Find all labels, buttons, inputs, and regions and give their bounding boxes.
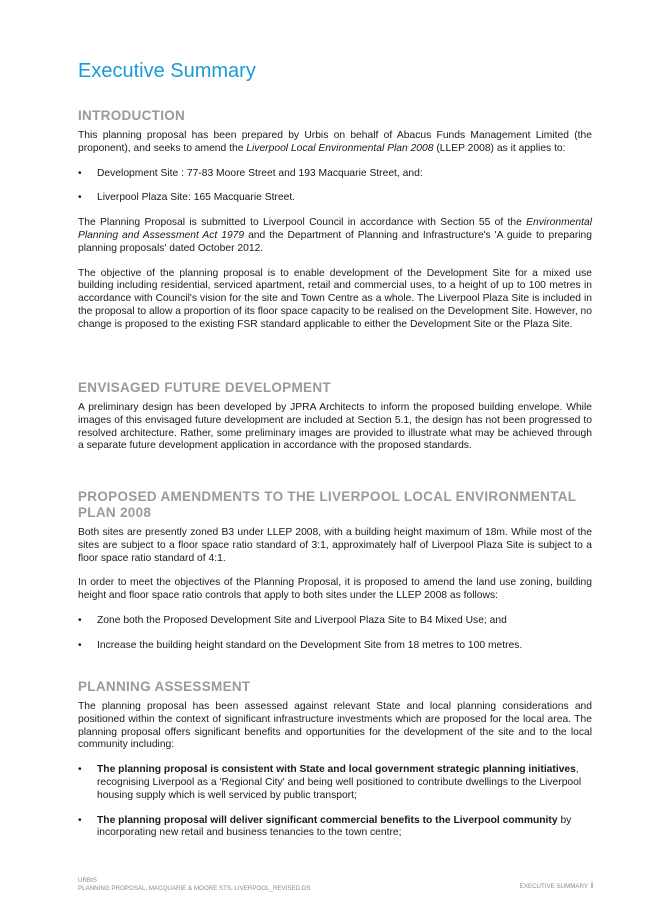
bullet-icon: • [78,167,82,179]
introduction-heading: INTRODUCTION [78,108,186,123]
footer-document-name: PLANNING PROPOSAL, MACQUARIE & MOORE STS, LIVERPOOL_REVISED.DS [78,884,311,892]
introduction-section [78,108,592,332]
amendments-paragraph-1: Both sites are presently zoned B3 under LLEP 2008, with a building height maximum of 18m. While most of the sites are subject to a floor space ratio standard of 3:1, approximately half of Liverpool Plaza Site is subject to a floor space ratio standard of 4:1. [78,527,592,564]
list-item: • Liverpool Plaza Site: 165 Macquarie Street. [78,192,296,204]
assessment-paragraph: The planning proposal has been assessed against relevant State and local planning considerations and positioned within the context of significant infrastructure investments which are proposed for the local area. The planning proposal offers significant benefits and opportunities for the development of the site and to the local community including: [78,701,592,751]
page-title: Executive Summary [78,60,256,82]
list-item: • Increase the building height standard on the Development Site from 18 metres to 100 metres. [78,639,523,651]
amendments-heading: PROPOSED AMENDMENTS TO THE LIVERPOOL LOCAL ENVIRONMENTAL PLAN 2008 [78,489,577,520]
list-item: • Zone both the Proposed Development Site and Liverpool Plaza Site to B4 Mixed Use; and [78,614,507,626]
list-item: • Development Site : 77-83 Moore Street and 193 Macquarie Street, and: [78,167,423,179]
bullet-icon: • [78,192,82,204]
footer-left [78,877,310,892]
list-item: • The planning proposal is consistent with State and local government strategic planning initiatives, recognising Liverpool as a 'Regional City' and being well positioned to contribute dwellings to the Liverpool housing supply which is well serviced by public transport; [78,764,582,801]
bullet-icon: • [78,764,82,776]
bullet-icon: • [78,614,82,626]
assessment-heading: PLANNING ASSESSMENT [78,679,251,694]
bullet-icon: • [78,814,82,826]
assessment-section [78,679,592,840]
introduction-paragraph-1: This planning proposal has been prepared by Urbis on behalf of Abacus Funds Management Limited (the proponent), and seeks to amend the Liverpool Local Environmental Plan 2008 (LLEP 2008) as it applies to: [78,130,592,154]
envisaged-heading: ENVISAGED FUTURE DEVELOPMENT [78,380,331,395]
footer-right [520,880,593,890]
introduction-paragraph-3: The objective of the planning proposal is to enable development of the Development Site for a mixed use building including residential, serviced apartment, retail and commercial uses, to a height of up to 100 metres in accordance with Council's vision for the site and Town Centre as a whole. The Liverpool Plaza Site is included in the proposal to allow a proportion of its floor space capacity to be realised on the Development Site. However, no change is proposed to the existing FSR standard applicable to either the Development Site or the Plaza Site. [78,267,592,330]
envisaged-paragraph: A preliminary design has been developed by JPRA Architects to inform the proposed building envelope. While images of this envisaged future development are included at Section 5.1, the design has not been progressed to resolved architecture. Rather, some preliminary images are provided to illustrate what may be achieved through a separate future development application in accordance with the proposed standards. [78,402,592,452]
amendments-section [78,489,592,653]
introduction-paragraph-2: The Planning Proposal is submitted to Liverpool Council in accordance with Section 55 of the Environmental Planning and Assessment Act 1979 and the Department of Planning and Infrastructure's 'A guide to preparing planning proposals' dated October 2012. [78,217,592,254]
bullet-icon: • [78,639,82,651]
page-number: i [591,880,593,890]
footer-company: URBIS [78,877,97,884]
amendments-paragraph-2: In order to meet the objectives of the Planning Proposal, it is proposed to amend the land use zoning, building height and floor space ratio controls that apply to both sites under the LLEP 2008 as follows: [78,577,592,602]
envisaged-section [78,380,592,453]
list-item: • The planning proposal will deliver significant commercial benefits to the Liverpool community by incorporating new retail and business tenancies to the town centre; [78,814,572,839]
footer-section-name: EXECUTIVE SUMMARY [519,883,588,890]
